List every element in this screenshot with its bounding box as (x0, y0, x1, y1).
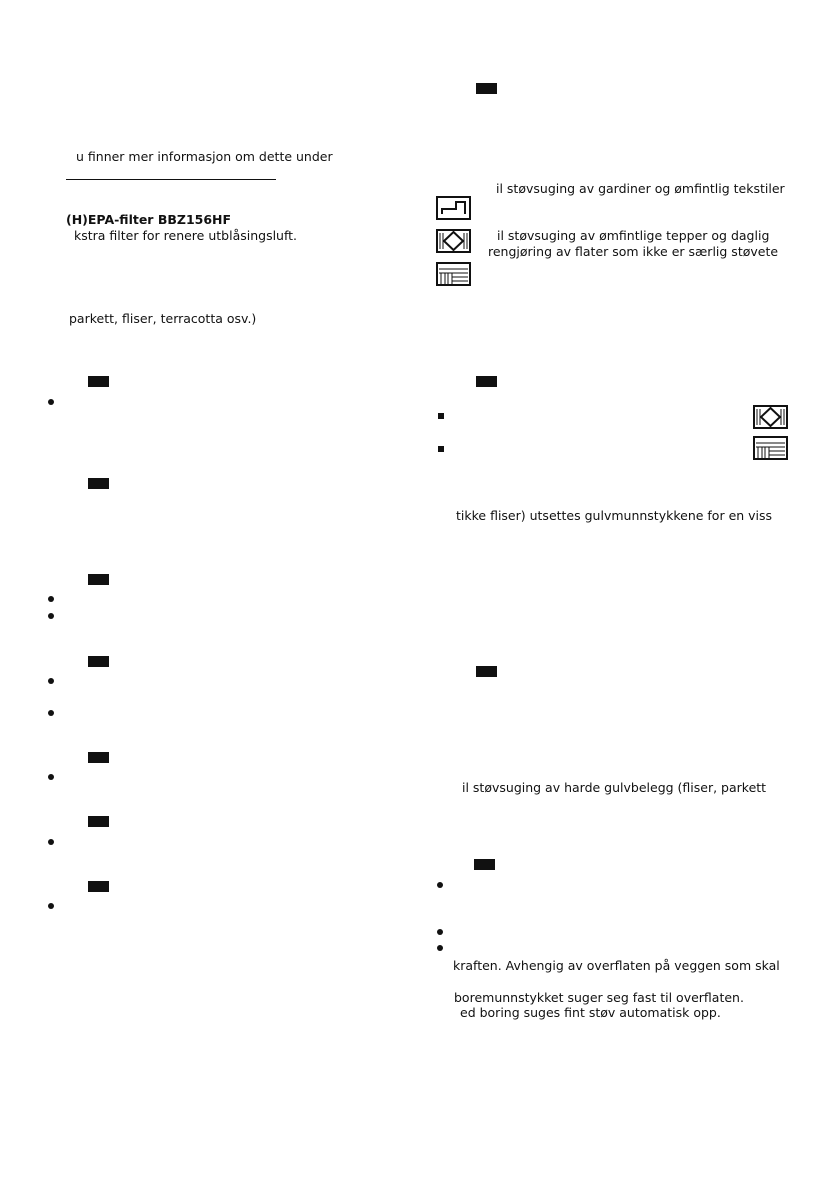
filter-title: (H)EPA-filter BBZ156HF (66, 212, 232, 227)
redacted-marker (88, 752, 109, 763)
drill-text-line1: kraften. Avhengig av overflaten på veggen som skal (453, 958, 780, 973)
info-text: u finner mer informasjon om dette under (76, 149, 333, 164)
bullet (48, 613, 54, 619)
redacted-marker (88, 574, 109, 585)
hard-floor-icon (753, 436, 788, 460)
bullet (48, 774, 54, 780)
carpet-text-line2: rengjøring av flater som ikke er særlig støvete (488, 244, 779, 259)
bullet (48, 710, 54, 716)
bullet (437, 882, 443, 888)
square-bullet (438, 413, 444, 419)
carpet-nozzle-icon (753, 405, 788, 429)
redacted-marker (88, 816, 109, 827)
filter-description: kstra filter for renere utblåsingsluft. (74, 228, 298, 243)
divider-line (66, 179, 276, 180)
bullet (48, 399, 54, 405)
bullet (437, 929, 443, 935)
curtain-nozzle-icon (436, 196, 471, 220)
hard-floor-text: il støvsuging av harde gulvbelegg (fliser, parkett (462, 780, 767, 795)
redacted-marker (476, 376, 497, 387)
tiles-text: tikke fliser) utsettes gulvmunnstykkene for en viss (456, 508, 773, 523)
drill-text-line2: boremunnstykket suger seg fast til overflaten. (454, 990, 744, 1005)
bullet (48, 903, 54, 909)
drill-text-line3: ed boring suges fint støv automatisk opp. (460, 1005, 721, 1020)
redacted-marker (88, 376, 109, 387)
bullet (437, 945, 443, 951)
square-bullet (438, 446, 444, 452)
redacted-marker (474, 859, 495, 870)
redacted-marker (88, 881, 109, 892)
parkett-text: parkett, fliser, terracotta osv.) (69, 311, 257, 326)
bullet (48, 678, 54, 684)
curtains-text: il støvsuging av gardiner og ømfintlig tekstiler (496, 181, 785, 196)
redacted-marker (88, 478, 109, 489)
redacted-marker (88, 656, 109, 667)
bullet (48, 839, 54, 845)
bullet (48, 596, 54, 602)
redacted-marker (476, 666, 497, 677)
carpet-nozzle-icon (436, 229, 471, 253)
carpet-text-line1: il støvsuging av ømfintlige tepper og daglig (497, 228, 770, 243)
hard-floor-icon (436, 262, 471, 286)
redacted-marker (476, 83, 497, 94)
